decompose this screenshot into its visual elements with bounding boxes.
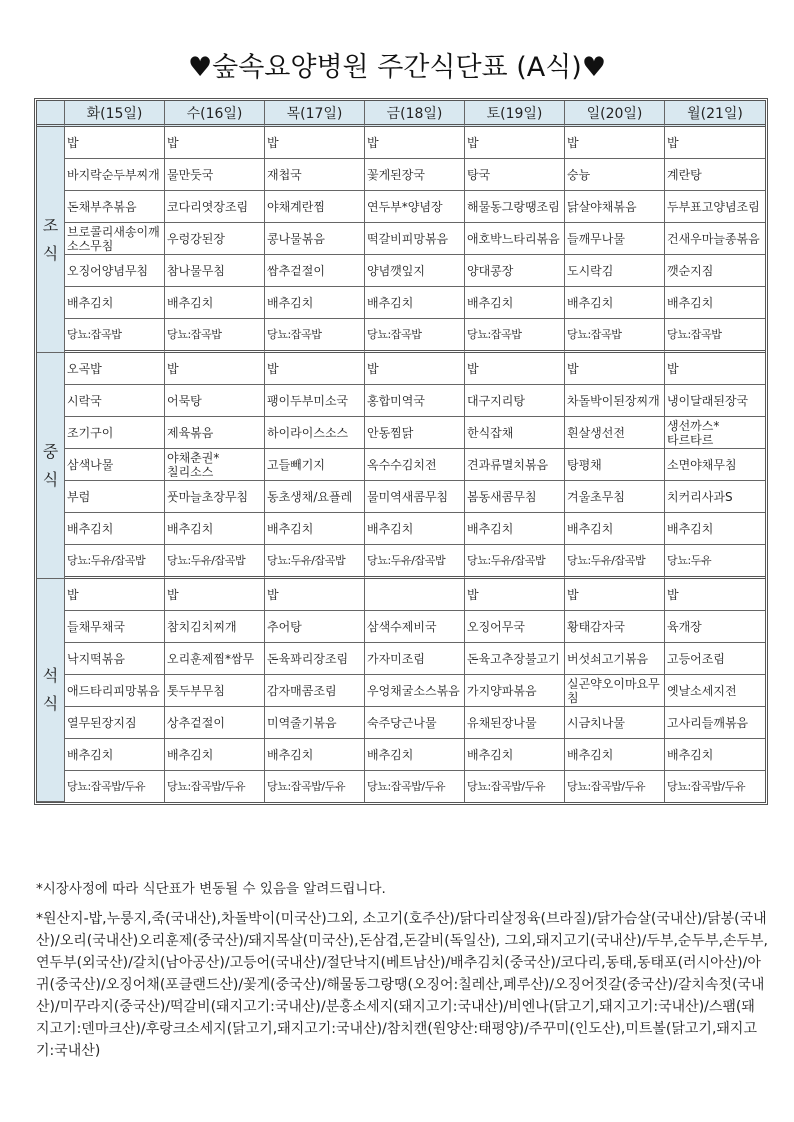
meal-label bbox=[37, 353, 65, 579]
menu-item: 밥 bbox=[365, 353, 465, 385]
menu-item: 밥 bbox=[165, 353, 265, 385]
menu-item: 버섯쇠고기볶음 bbox=[565, 643, 665, 675]
menu-item: 당뇨:두유/잡곡밥 bbox=[565, 545, 665, 579]
menu-item: 팽이두부미소국 bbox=[265, 385, 365, 417]
menu-item: 밥 bbox=[565, 353, 665, 385]
menu-item: 밥 bbox=[265, 127, 365, 159]
menu-item: 당뇨:두유/잡곡밥 bbox=[365, 545, 465, 579]
day-header: 토(19일) bbox=[465, 101, 565, 127]
table-row bbox=[37, 611, 765, 643]
menu-item: 밥 bbox=[165, 127, 265, 159]
table-row bbox=[37, 513, 765, 545]
menu-item: 봄동새콤무침 bbox=[465, 481, 565, 513]
menu-item: 밥 bbox=[465, 353, 565, 385]
menu-item: 삼색나물 bbox=[65, 449, 165, 481]
menu-item: 배추김치 bbox=[65, 287, 165, 319]
menu-item: 참나물무침 bbox=[165, 255, 265, 287]
menu-item: 재첩국 bbox=[265, 159, 365, 191]
menu-item: 연두부*양념장 bbox=[365, 191, 465, 223]
menu-item: 밥 bbox=[665, 579, 765, 611]
menu-item: 당뇨:두유 bbox=[665, 545, 765, 579]
menu-item: 배추김치 bbox=[365, 287, 465, 319]
day-header: 일(20일) bbox=[565, 101, 665, 127]
day-header-row bbox=[37, 101, 765, 127]
day-header: 수(16일) bbox=[165, 101, 265, 127]
table-row bbox=[37, 675, 765, 707]
menu-item: 톳두부무침 bbox=[165, 675, 265, 707]
menu-item: 도시락김 bbox=[565, 255, 665, 287]
menu-item: 코다리엿장조림 bbox=[165, 191, 265, 223]
menu-item: 밥 bbox=[665, 353, 765, 385]
menu-item: 동초생채/요플레 bbox=[265, 481, 365, 513]
table-row bbox=[37, 707, 765, 739]
menu-item: 들채무채국 bbox=[65, 611, 165, 643]
menu-item: 생선까스*타르타르 bbox=[665, 417, 765, 449]
table-row bbox=[37, 191, 765, 223]
menu-item: 당뇨:두유/잡곡밥 bbox=[165, 545, 265, 579]
table-row bbox=[37, 579, 765, 611]
menu-item: 당뇨:잡곡밥 bbox=[65, 319, 165, 353]
menu-item: 당뇨:잡곡밥 bbox=[465, 319, 565, 353]
menu-item: 해물동그랑땡조림 bbox=[465, 191, 565, 223]
menu-item: 배추김치 bbox=[65, 739, 165, 771]
table-row bbox=[37, 159, 765, 191]
menu-item: 가지양파볶음 bbox=[465, 675, 565, 707]
menu-item: 밥 bbox=[65, 579, 165, 611]
table-row bbox=[37, 449, 765, 481]
menu-item: 밥 bbox=[565, 579, 665, 611]
meal-label-text: 중식 bbox=[42, 441, 59, 489]
day-header: 화(15일) bbox=[65, 101, 165, 127]
menu-item: 배추김치 bbox=[465, 287, 565, 319]
menu-item: 배추김치 bbox=[465, 739, 565, 771]
menu-item: 시락국 bbox=[65, 385, 165, 417]
menu-item: 조기구이 bbox=[65, 417, 165, 449]
menu-item: 야채계란찜 bbox=[265, 191, 365, 223]
meal-label bbox=[37, 579, 65, 802]
menu-item: 배추김치 bbox=[465, 513, 565, 545]
menu-item: 오징어무국 bbox=[465, 611, 565, 643]
menu-item: 당뇨:잡곡밥/두유 bbox=[65, 771, 165, 802]
menu-item: 흰살생선전 bbox=[565, 417, 665, 449]
menu-item: 밥 bbox=[465, 579, 565, 611]
menu-item: 배추김치 bbox=[65, 513, 165, 545]
menu-item: 옛날소세지전 bbox=[665, 675, 765, 707]
menu-item: 한식잡채 bbox=[465, 417, 565, 449]
table-row bbox=[37, 353, 765, 385]
menu-item: 당뇨:잡곡밥/두유 bbox=[465, 771, 565, 802]
table-row bbox=[37, 255, 765, 287]
menu-item: 건새우마늘종볶음 bbox=[665, 223, 765, 255]
table-row bbox=[37, 481, 765, 513]
menu-item: 물미역새콤무침 bbox=[365, 481, 465, 513]
menu-item: 닭살야채볶음 bbox=[565, 191, 665, 223]
menu-body bbox=[37, 127, 765, 802]
menu-item: 삼색수제비국 bbox=[365, 611, 465, 643]
menu-item: 추어탕 bbox=[265, 611, 365, 643]
menu-item: 밥 bbox=[365, 127, 465, 159]
menu-item: 당뇨:잡곡밥/두유 bbox=[265, 771, 365, 802]
menu-item: 계란탕 bbox=[665, 159, 765, 191]
menu-item: 상추겉절이 bbox=[165, 707, 265, 739]
menu-item: 당뇨:잡곡밥 bbox=[265, 319, 365, 353]
menu-item: 숙주당근나물 bbox=[365, 707, 465, 739]
menu-item: 미역줄기볶음 bbox=[265, 707, 365, 739]
menu-item: 당뇨:잡곡밥/두유 bbox=[165, 771, 265, 802]
table-row bbox=[37, 385, 765, 417]
menu-item: 오리훈제찜*쌈무 bbox=[165, 643, 265, 675]
table-row bbox=[37, 545, 765, 579]
menu-item: 당뇨:잡곡밥 bbox=[565, 319, 665, 353]
menu-item: 고사리들깨볶음 bbox=[665, 707, 765, 739]
menu-item: 밥 bbox=[65, 127, 165, 159]
menu-item: 야채춘권*칠리소스 bbox=[165, 449, 265, 481]
menu-item: 당뇨:두유/잡곡밥 bbox=[265, 545, 365, 579]
menu-item: 배추김치 bbox=[565, 513, 665, 545]
menu-item: 열무된장지짐 bbox=[65, 707, 165, 739]
menu-item: 황태감자국 bbox=[565, 611, 665, 643]
menu-item: 참치김치찌개 bbox=[165, 611, 265, 643]
menu-item: 깻순지짐 bbox=[665, 255, 765, 287]
menu-item: 탕평채 bbox=[565, 449, 665, 481]
menu-item: 애호박느타리볶음 bbox=[465, 223, 565, 255]
menu-item: 당뇨:잡곡밥/두유 bbox=[565, 771, 665, 802]
menu-item: 당뇨:잡곡밥 bbox=[665, 319, 765, 353]
menu-item: 밥 bbox=[265, 579, 365, 611]
menu-item: 밥 bbox=[465, 127, 565, 159]
menu-item: 꽃게된장국 bbox=[365, 159, 465, 191]
menu-item bbox=[365, 579, 465, 611]
menu-item: 밥 bbox=[265, 353, 365, 385]
menu-item: 고들빼기지 bbox=[265, 449, 365, 481]
meal-label-text: 석식 bbox=[42, 666, 59, 713]
menu-item: 우엉채굴소스볶음 bbox=[365, 675, 465, 707]
menu-item: 배추김치 bbox=[665, 739, 765, 771]
menu-item: 배추김치 bbox=[565, 287, 665, 319]
table-row bbox=[37, 127, 765, 159]
table-row bbox=[37, 643, 765, 675]
menu-item: 돈육고추장불고기 bbox=[465, 643, 565, 675]
table-row bbox=[37, 739, 765, 771]
menu-item: 오곡밥 bbox=[65, 353, 165, 385]
menu-item: 밥 bbox=[165, 579, 265, 611]
menu-item: 숭늉 bbox=[565, 159, 665, 191]
menu-item: 고등어조림 bbox=[665, 643, 765, 675]
menu-item: 들깨무나물 bbox=[565, 223, 665, 255]
menu-change-notice: *시장사정에 따라 식단표가 변동될 수 있음을 알려드립니다. bbox=[36, 881, 386, 897]
day-header: 금(18일) bbox=[365, 101, 465, 127]
menu-item: 양대콩장 bbox=[465, 255, 565, 287]
table-row bbox=[37, 287, 765, 319]
menu-item: 배추김치 bbox=[365, 513, 465, 545]
menu-item: 풋마늘초장무침 bbox=[165, 481, 265, 513]
menu-item: 당뇨:잡곡밥/두유 bbox=[365, 771, 465, 802]
menu-item: 당뇨:잡곡밥 bbox=[365, 319, 465, 353]
page-title: ♥숲속요양병원 주간식단표 (A식)♥ bbox=[187, 52, 607, 83]
table-row bbox=[37, 319, 765, 353]
menu-item: 부럼 bbox=[65, 481, 165, 513]
menu-item: 물만둣국 bbox=[165, 159, 265, 191]
menu-item: 바지락순두부찌개 bbox=[65, 159, 165, 191]
menu-item: 두부표고양념조림 bbox=[665, 191, 765, 223]
menu-item: 배추김치 bbox=[265, 513, 365, 545]
menu-item: 밥 bbox=[665, 127, 765, 159]
menu-item: 옥수수김치전 bbox=[365, 449, 465, 481]
menu-item: 콩나물볶음 bbox=[265, 223, 365, 255]
menu-item: 배추김치 bbox=[165, 739, 265, 771]
menu-item: 대구지리탕 bbox=[465, 385, 565, 417]
menu-item: 양념깻잎지 bbox=[365, 255, 465, 287]
header-corner bbox=[37, 101, 65, 127]
menu-item: 돈채부추볶음 bbox=[65, 191, 165, 223]
menu-item: 겨울초무침 bbox=[565, 481, 665, 513]
menu-item: 배추김치 bbox=[665, 513, 765, 545]
menu-item: 밥 bbox=[565, 127, 665, 159]
meal-label bbox=[37, 127, 65, 353]
menu-item: 배추김치 bbox=[365, 739, 465, 771]
menu-item: 탕국 bbox=[465, 159, 565, 191]
menu-item: 배추김치 bbox=[565, 739, 665, 771]
menu-item: 유채된장나물 bbox=[465, 707, 565, 739]
menu-item: 감자매콤조림 bbox=[265, 675, 365, 707]
menu-item: 냉이달래된장국 bbox=[665, 385, 765, 417]
menu-item: 당뇨:두유/잡곡밥 bbox=[465, 545, 565, 579]
menu-item: 브로콜리새송이깨소스무침 bbox=[65, 223, 165, 255]
menu-item: 우렁강된장 bbox=[165, 223, 265, 255]
menu-item: 육개장 bbox=[665, 611, 765, 643]
menu-item: 가자미조림 bbox=[365, 643, 465, 675]
menu-item: 애드타리피망볶음 bbox=[65, 675, 165, 707]
menu-item: 당뇨:두유/잡곡밥 bbox=[65, 545, 165, 579]
origin-info: *원산지-밥,누룽지,죽(국내산),차돌박이(미국산)그외, 소고기(호주산)/닭다리살정육(브라질)/닭가슴살(국내산)/닭봉(국내산)/오리(국내산)오리훈제(중국산)/돼지목살(미국산),돈삼겹,돈갈비(독일산), 그외,돼지고기(국내산)/두부,순두부,손두부,연두부(외국산)/갈치(남아공산)/고등어(국내산)/절단낙지(베트남산)/배추김치(중국산)/코다리,동태,동태포(러시아산)/아귀(중국산)/오징어채(포클랜드산)/꽃게(중국산)/해물동그랑땡(오징어:칠레산,페루산)/오징어젓갈(중국산)/갈치속젓(국내산)/미꾸라지(중국산)/떡갈비(돼지고기:국내산)/분홍소세지(돼지고기:국내산)/비엔나(닭고기,돼지고기:국내산)/스팸(돼지고기:덴마크산)/후랑크소세지(닭고기,돼지고기:국내산)/참치캔(원양산:태평양)/주꾸미(인도산),미트볼(닭고기,돼지고기:국내산) bbox=[36, 911, 768, 1059]
day-header: 목(17일) bbox=[265, 101, 365, 127]
weekly-menu-table bbox=[34, 98, 768, 805]
meal-label-text: 조식 bbox=[42, 215, 59, 263]
table-row bbox=[37, 223, 765, 255]
menu-item: 떡갈비피망볶음 bbox=[365, 223, 465, 255]
menu-item: 배추김치 bbox=[665, 287, 765, 319]
menu-item: 배추김치 bbox=[265, 287, 365, 319]
day-header: 월(21일) bbox=[665, 101, 765, 127]
table-row bbox=[37, 771, 765, 802]
menu-item: 차돌박이된장찌개 bbox=[565, 385, 665, 417]
menu-item: 배추김치 bbox=[165, 287, 265, 319]
menu-item: 홍합미역국 bbox=[365, 385, 465, 417]
menu-item: 배추김치 bbox=[165, 513, 265, 545]
menu-item: 견과류멸치볶음 bbox=[465, 449, 565, 481]
menu-item: 당뇨:잡곡밥/두유 bbox=[667, 779, 746, 793]
menu-item: 하이라이스소스 bbox=[265, 417, 365, 449]
menu-item: 낙지떡볶음 bbox=[65, 643, 165, 675]
menu-item: 실곤약오이마요무침 bbox=[565, 675, 665, 707]
menu-item: 제육볶음 bbox=[165, 417, 265, 449]
menu-item: 당뇨:잡곡밥 bbox=[165, 319, 265, 353]
menu-item: 오징어양념무침 bbox=[65, 255, 165, 287]
menu-item: 안동찜닭 bbox=[365, 417, 465, 449]
menu-item: 배추김치 bbox=[265, 739, 365, 771]
menu-item: 어묵탕 bbox=[165, 385, 265, 417]
menu-item: 돈육꽈리장조림 bbox=[265, 643, 365, 675]
menu-item: 치커리사과S bbox=[665, 481, 765, 513]
menu-item: 쌈추겉절이 bbox=[265, 255, 365, 287]
table-row bbox=[37, 417, 765, 449]
menu-item: 시금치나물 bbox=[565, 707, 665, 739]
menu-item: 소면야채무침 bbox=[665, 449, 765, 481]
